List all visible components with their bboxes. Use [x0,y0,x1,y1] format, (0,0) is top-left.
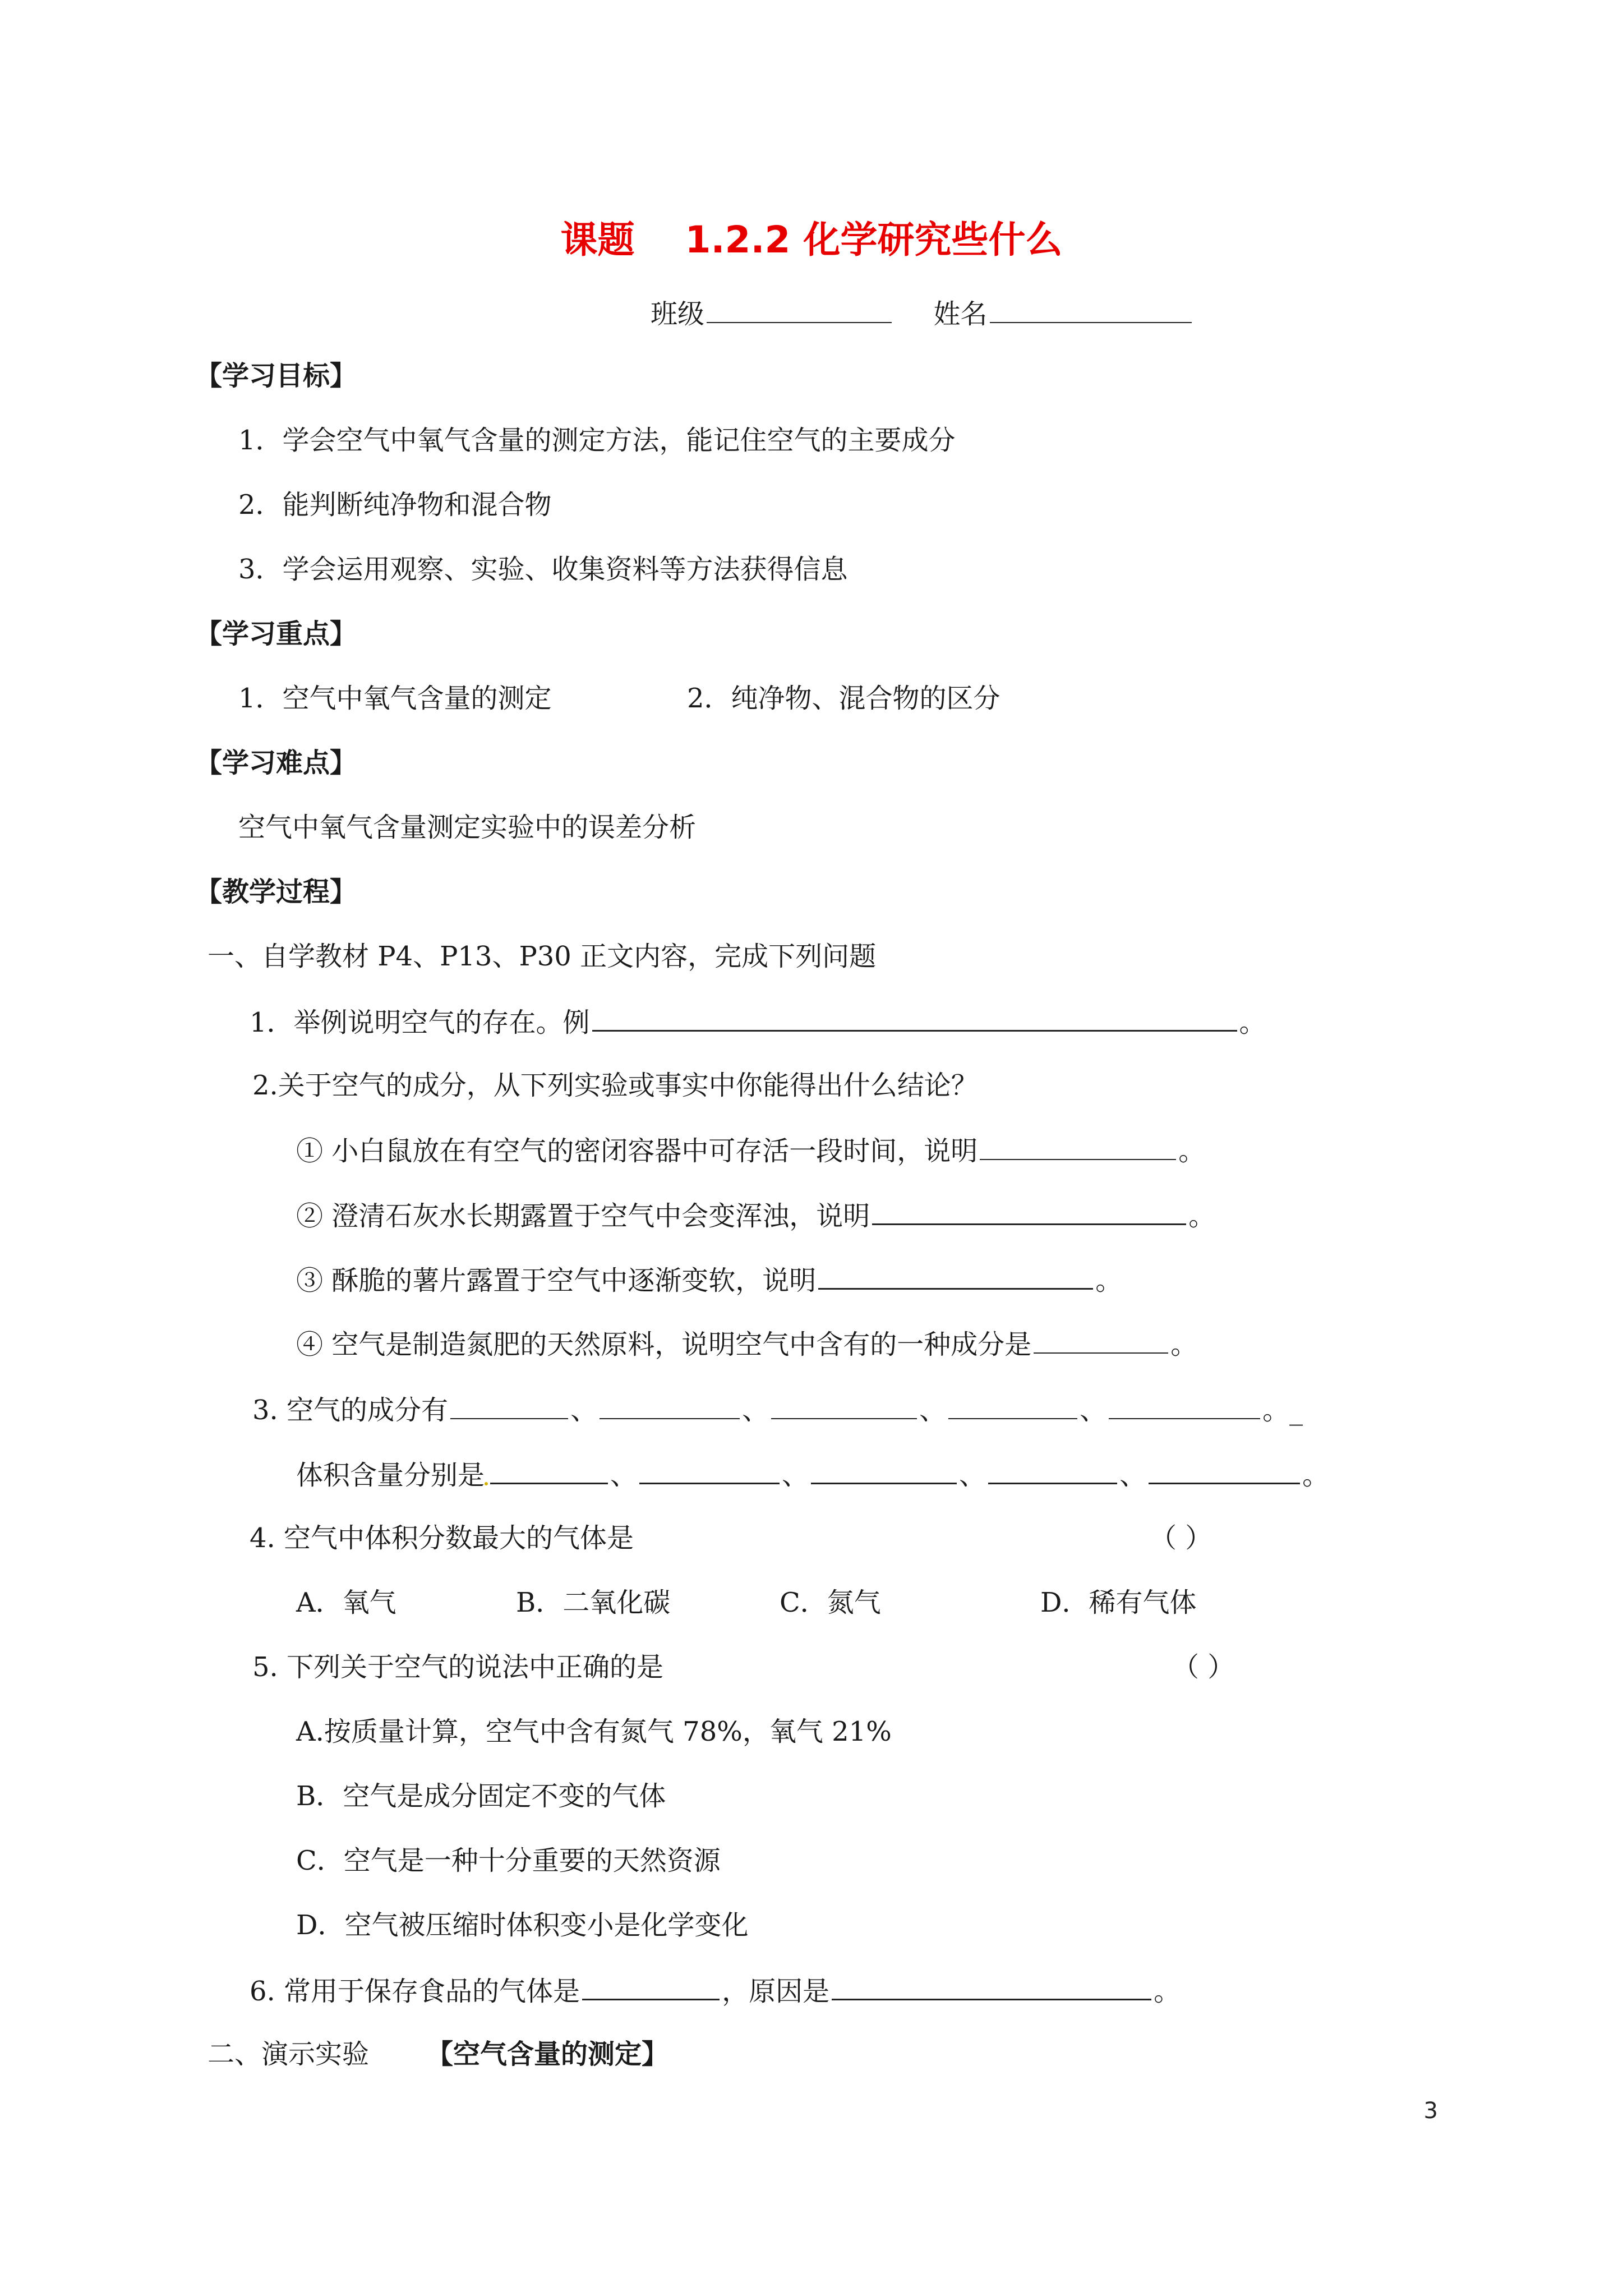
q6-text: 6. 常用于保存食品的气体是 [250,1976,580,2007]
q2-item-3-blank[interactable] [818,1262,1093,1290]
objective-2: 2．能判断纯净物和混合物 [238,489,552,521]
q2-item-1-blank[interactable] [980,1133,1176,1160]
key-point-2: 2．纯净物、混合物的区分 [687,683,1000,714]
student-info-line [651,296,1194,331]
q3-blank-3[interactable] [771,1392,917,1419]
q2-item-3-text: ③ 酥脆的薯片露置于空气中逐渐变软，说明 [296,1265,817,1296]
question-3-line-2 [296,1457,1329,1492]
q4-option-b[interactable]: B．二氧化碳 [516,1587,671,1618]
q3-blank-9[interactable] [988,1457,1117,1484]
part2-label: 二、演示实验 [208,2039,370,2070]
q2-item-2-text: ② 澄清石灰水长期露置于空气中会变浑浊，说明 [296,1200,870,1232]
stray-dot-mark [485,1482,488,1485]
question-4: 4. 空气中体积分数最大的气体是 [250,1522,634,1554]
question-2-item-3 [296,1262,1122,1297]
question-1-end: 。 [1239,1007,1266,1038]
q3-sep: 、 [1080,1395,1107,1426]
question-1 [250,1004,1266,1039]
q3-sep: 、 [1119,1460,1147,1491]
q3-blank-2[interactable] [600,1392,740,1419]
question-2-item-2 [296,1198,1215,1233]
q6-blank-1[interactable] [582,1973,720,2000]
question-2: 2.关于空气的成分，从下列实验或事实中你能得出什么结论？ [252,1070,978,1101]
q3-blank-7[interactable] [639,1457,780,1484]
q3-trail: _ [1289,1395,1303,1426]
title-name: 化学研究些什么 [803,218,1063,261]
question-5-answer-paren[interactable]: （ ） [1172,1651,1235,1683]
question-6 [250,1973,1181,2008]
part1-intro: 一、自学教材 P4、P13、P30 正文内容，完成下列问题 [208,941,877,972]
title-prefix: 课题 [560,218,635,261]
question-2-item-1 [296,1133,1205,1168]
q3-blank-8[interactable] [811,1457,957,1484]
objectives-heading: 【学习目标】 [195,360,357,392]
class-label: 班级 [651,298,705,330]
q5-option-b[interactable]: B．空气是成分固定不变的气体 [296,1780,666,1812]
q3-blank-5[interactable] [1109,1392,1260,1419]
q5-option-d[interactable]: D．空气被压缩时体积变小是化学变化 [296,1910,749,1941]
name-label: 姓名 [933,298,988,330]
process-heading: 【教学过程】 [195,876,357,908]
q2-item-1-text: ① 小白鼠放在有空气的密闭容器中可存活一段时间，说明 [296,1135,978,1167]
question-4-answer-paren[interactable]: （ ） [1150,1522,1212,1554]
q6-end: 。 [1154,1976,1181,2007]
page-title [0,218,1623,263]
q6-blank-2[interactable] [832,1973,1151,2000]
q3-line-2-text: 体积含量分别是 [296,1460,485,1491]
q4-option-c[interactable]: C．氮气 [780,1587,881,1618]
q2-item-4-end: 。 [1170,1329,1198,1360]
question-3-line-1 [252,1392,1303,1427]
title-code: 1.2.2 [685,218,791,261]
q6-mid: ，原因是 [722,1976,830,2007]
q5-option-c[interactable]: C．空气是一种十分重要的天然资源 [296,1845,721,1876]
q3-end: 。 [1262,1395,1290,1426]
q3-blank-6[interactable] [490,1457,608,1484]
question-2-item-4 [296,1327,1197,1361]
question-5: 5. 下列关于空气的说法中正确的是 [252,1651,664,1683]
q3-sep: 、 [782,1460,809,1491]
class-blank[interactable] [707,296,892,323]
q3-sep: 、 [610,1460,638,1491]
key-point-1: 1．空气中氧气含量的测定 [238,683,552,714]
part2-topic: 【空气含量的测定】 [426,2039,669,2070]
name-blank[interactable] [990,296,1192,323]
q2-item-4-blank[interactable] [1034,1327,1168,1354]
q2-item-2-blank[interactable] [872,1198,1186,1225]
key-points-heading: 【学习重点】 [195,618,357,650]
q3-sep: 、 [570,1395,598,1426]
q3-sep: 、 [742,1395,769,1426]
question-1-text: 1．举例说明空气的存在。例 [250,1007,590,1038]
objective-3: 3．学会运用观察、实验、收集资料等方法获得信息 [238,554,848,585]
q3-line-1-text: 3. 空气的成分有 [252,1395,449,1426]
q2-item-1-end: 。 [1178,1135,1206,1167]
q2-item-2-end: 。 [1188,1200,1216,1232]
q5-option-a[interactable]: A.按质量计算，空气中含有氮气 78%，氧气 21% [296,1716,892,1747]
difficulty-text: 空气中氧气含量测定实验中的误差分析 [238,812,697,843]
question-1-blank[interactable] [592,1004,1237,1032]
q3-end: 。 [1302,1460,1330,1491]
q4-option-d[interactable]: D．稀有气体 [1040,1587,1197,1618]
q3-sep: 、 [919,1395,947,1426]
q3-sep: 、 [959,1460,986,1491]
difficulties-heading: 【学习难点】 [195,747,357,779]
page-number: 3 [1423,2098,1438,2124]
objective-1: 1．学会空气中氧气含量的测定方法，能记住空气的主要成分 [238,425,956,456]
q3-blank-10[interactable] [1149,1457,1300,1484]
q2-item-3-end: 。 [1095,1265,1123,1296]
q3-blank-1[interactable] [450,1392,568,1419]
q2-item-4-text: ④ 空气是制造氮肥的天然原料，说明空气中含有的一种成分是 [296,1329,1032,1360]
q3-blank-4[interactable] [948,1392,1077,1419]
q4-option-a[interactable]: A．氧气 [296,1587,396,1618]
